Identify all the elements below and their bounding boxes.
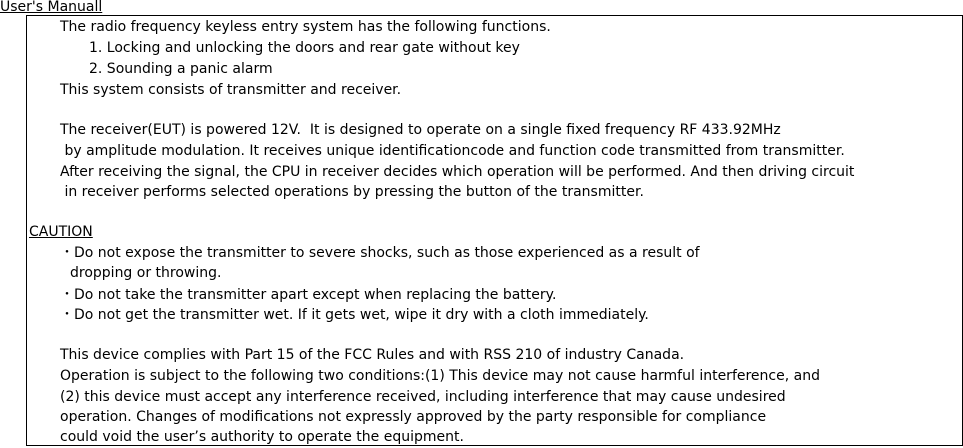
caution-item-1: ・Do not expose the transmitter to severe shocks, such as those experienced as a result of — [60, 245, 700, 261]
function-item-2: 2. Sounding a panic alarm — [89, 61, 273, 77]
caution-item-2: ・Do not take the transmitter apart except when replacing the battery. — [60, 287, 557, 303]
intro-line: The radio frequency keyless entry system has the following functions. — [60, 19, 551, 35]
receiver-desc-line-4: in receiver performs selected operations by pressing the button of the transmitter. — [60, 184, 644, 200]
receiver-desc-line-2: by amplitude modulation. It receives unique identificationcode and function code transmitted from transmitter. — [60, 143, 845, 159]
fcc-line-1: This device complies with Part 15 of the FCC Rules and with RSS 210 of industry Canada. — [60, 347, 685, 363]
fcc-line-2: Operation is subject to the following two conditions:(1) This device may not cause harmful interference, and — [60, 368, 820, 384]
receiver-desc-line-3: After receiving the signal, the CPU in receiver decides which operation will be performed. And then driving circuit — [60, 164, 855, 180]
caution-item-3: ・Do not get the transmitter wet. If it gets wet, wipe it dry with a cloth immediately. — [60, 307, 649, 323]
fcc-line-4: operation. Changes of modifications not expressly approved by the party responsible for compliance — [60, 409, 767, 425]
caution-item-1-cont: dropping or throwing. — [70, 265, 222, 281]
receiver-desc-line-1: The receiver(EUT) is powered 12V. It is designed to operate on a single fixed frequency RF 433.92MHz — [60, 122, 781, 138]
fcc-line-3: (2) this device must accept any interference received, including interference that may cause undesired — [60, 389, 786, 405]
function-item-1: 1. Locking and unlocking the doors and rear gate without key — [89, 40, 520, 56]
fcc-line-5: could void the user’s authority to operate the equipment. — [60, 429, 464, 445]
caution-heading: CAUTION — [29, 224, 93, 240]
system-consists-line: This system consists of transmitter and receiver. — [60, 82, 402, 98]
document-title: User's Manuall — [0, 0, 103, 15]
